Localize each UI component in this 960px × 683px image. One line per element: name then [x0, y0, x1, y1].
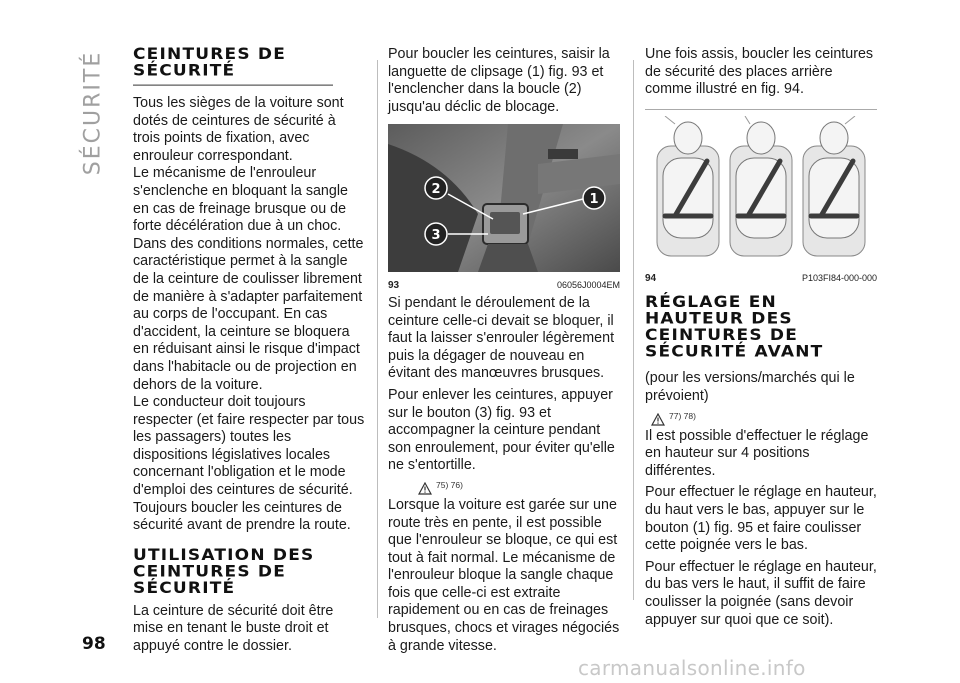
paragraph: Il est possible d'effectuer le réglage en hauteur sur 4 positions différentes.	[645, 427, 869, 479]
paragraph: Pour boucler les ceintures, saisir la languette de clipsage (1) fig. 93 et l'enclencher dans la boucle (2) jusqu'au déclic de blocage.	[388, 46, 610, 115]
paragraph: (pour les versions/marchés qui le prévoient)	[645, 370, 855, 404]
paragraph: Tous les sièges de la voiture sont dotés de ceintures de sécurité à trois points de fixation, avec enrouleur correspondant.	[133, 95, 344, 164]
paragraph: Pour enlever les ceintures, appuyer sur le bouton (3) fig. 93 et accompagner la ceinture pendant son enroulement, pour éviter qu'elle ne s'entortille.	[388, 386, 615, 474]
column-divider	[377, 60, 378, 618]
warning-reference: 75) 76)	[418, 477, 620, 495]
callout-2	[425, 177, 447, 199]
svg-text:3: 3	[431, 228, 441, 244]
svg-text:2: 2	[431, 182, 441, 198]
paragraph: Pour effectuer le réglage en hauteur, du bas vers le haut, il suffit de faire coulisser la poignée (sans devoir appuyer sur quoi que ce soit).	[645, 558, 877, 628]
heading-utilisation: UTILISATION DES CEINTURES DE SÉCURITÉ	[133, 545, 315, 598]
warning-triangle-icon	[418, 482, 432, 495]
watermark: carmanualsonline.info	[578, 656, 806, 680]
svg-text:1: 1	[589, 192, 599, 208]
column-1	[133, 46, 365, 656]
figure-code: P103FI84-000-000	[801, 273, 877, 284]
paragraph: Toujours boucler les ceintures de sécurité avant de prendre la route.	[133, 499, 351, 534]
seat-belt-buckle-photo	[388, 124, 620, 272]
rear-seat-belts-illustration	[645, 116, 877, 266]
figure-number: 94	[645, 273, 657, 285]
heading-ceintures-de-securite: CEINTURES DE SÉCURITÉ	[133, 46, 333, 86]
heading-reglage-en-hauteur: RÉGLAGE EN HAUTEUR DES CEINTURES DE SÉCURITÉ AVANT	[645, 293, 824, 362]
figure-number: 93	[388, 279, 400, 291]
paragraph: La ceinture de sécurité doit être mise en tenant le buste droit et appuyé contre le dossier.	[133, 602, 334, 655]
figure-code: 06056J0004EM	[556, 279, 620, 290]
page-number: 98	[82, 634, 106, 654]
column-3	[645, 46, 877, 629]
callout-1	[583, 187, 605, 209]
section-side-title: SÉCURITÉ	[80, 50, 106, 176]
column-2	[388, 46, 620, 655]
warning-reference: 77) 78)	[651, 408, 877, 426]
paragraph: Le conducteur doit toujours respecter (et faire respecter par tous les passagers) toutes les dispositions législatives locales concernant l'obligation et le mode d'emploi des ceintures de sécurité.	[133, 394, 365, 499]
figure-94	[645, 109, 877, 285]
column-divider	[633, 60, 634, 600]
warning-triangle-icon	[651, 413, 665, 426]
callout-3	[425, 223, 447, 245]
paragraph: Le mécanisme de l'enrouleur s'enclenche en bloquant la sangle en cas de freinage brusque ou de forte décélération due à un choc. Dans des conditions normales, cette caractéristique permet à la sangle de la ceinture de coulisser librement de manière à s'adapter parfaitement au corps de l'occupant. En cas d'accident, la ceinture se bloquera en réduisant ainsi le risque d'impact dans l'habitacle ou de projection en dehors de la voiture.	[133, 165, 364, 393]
paragraph: Une fois assis, boucler les ceintures de sécurité des places arrière comme illustré en fig. 94.	[645, 46, 874, 98]
paragraph: Si pendant le déroulement de la ceinture celle-ci devait se bloquer, il faut la laisser s'enrouler légèrement puis la dégager de nouveau en évitant des manœuvres brusques.	[388, 294, 615, 382]
paragraph: Pour effectuer le réglage en hauteur, du haut vers le bas, appuyer sur le bouton (1) fig. 95 et faire coulisser cette poignée vers le bas.	[645, 484, 877, 554]
paragraph: Lorsque la voiture est garée sur une route très en pente, il est possible que l'enrouleur se bloque, ce qui est tout à fait normal. Le mécanisme de l'enrouleur bloque la sangle chaque fois que celle-ci est extraite rapidement ou en cas de freinages brusques, chocs et virages négociés à grande vitesse.	[388, 496, 620, 654]
figure-93	[388, 124, 620, 291]
